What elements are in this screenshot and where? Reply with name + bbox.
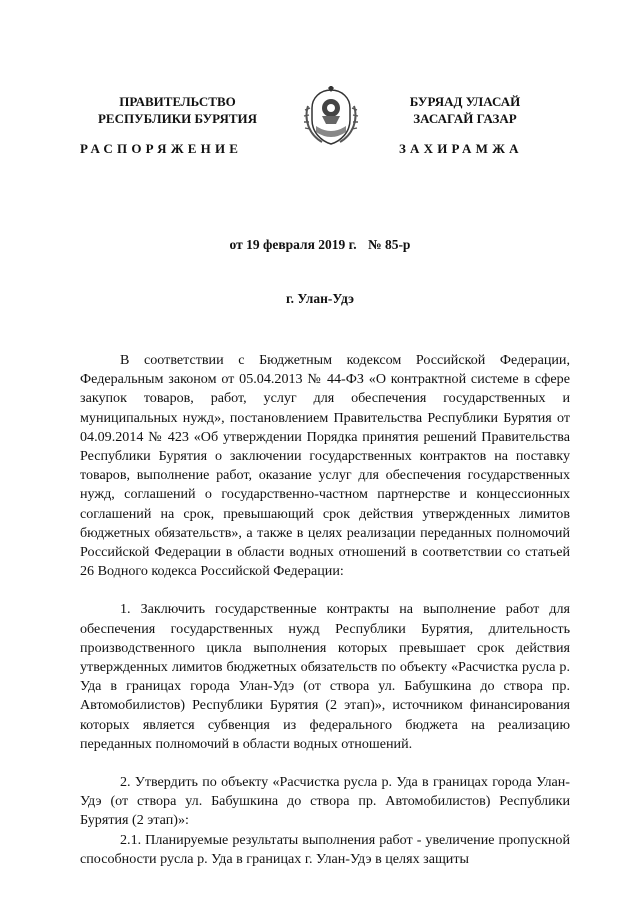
document-type-bur: ЗАХИРАМЖА: [399, 141, 523, 156]
document-date: от 19 февраля 2019 г.: [229, 237, 357, 252]
document-city: г. Улан-Удэ: [286, 291, 354, 306]
paragraph-item-1: 1. Заключить государственные контракты на выполнение работ для обеспечения государственных нужд Республики Бурятия, длительность производственного цикла выполнения которых превышает срок действия утвержденных лимитов бюджетных обязательств по объекту «Расчистка русла р. Уда в границах города Улан-Удэ (от створа ул. Бабушкина до створа пр. Автомобилистов) Республики Бурятия (2 этап)», источником финансирования которых является субвенция из федерального бюджета на реализацию переданных полномочий в области водных отношений.: [80, 601, 570, 752]
document-body: [80, 351, 570, 869]
government-name-bur-line1: БУРЯАД УЛАСАЙ: [409, 94, 521, 109]
government-name-ru-line2: РЕСПУБЛИКИ БУРЯТИЯ: [97, 111, 258, 126]
paragraph-item-2: 2. Утвердить по объекту «Расчистка русла р. Уда в границах города Улан-Удэ (от створа ул. Бабушкина до створа пр. Автомобилистов) Республики Бурятия (2 этап)»:: [80, 774, 570, 829]
coat-of-arms-icon: [302, 86, 360, 148]
government-name-ru: [80, 93, 275, 127]
document-type-ru: РАСПОРЯЖЕНИЕ: [80, 141, 243, 156]
paragraph-item-2-1: 2.1. Планируемые результаты выполнения работ - увеличение пропускной способности русла р. Уда в границах г. Улан-Удэ в целях защиты: [80, 831, 570, 867]
government-name-bur-line2: ЗАСАГАЙ ГАЗАР: [413, 111, 517, 126]
document-number: № 85-р: [368, 237, 411, 252]
paragraph-preamble: В соответствии с Бюджетным кодексом Российской Федерации, Федеральным законом от 05.04.2013 № 44-ФЗ «О контрактной системе в сфере закупок товаров, работ, услуг для обеспечения государственных и муниципальных нужд», постановлением Правительства Республики Бурятия от 04.09.2014 № 423 «Об утверждении Порядка принятия решений Правительства Республики Бурятия о заключении государственных контрактов на поставку товаров, выполнение работ, оказание услуг для обеспечения государственных нужд, соглашений о государственно-частном партнерстве и концессионных соглашений на срок, превышающий срок действия утвержденных лимитов бюджетных обязательств», а также в целях реализации переданных полномочий Российской Федерации в области водных отношений в соответствии со статьей 26 Водного кодекса Российской Федерации:: [80, 352, 570, 580]
government-name-bur: [385, 93, 545, 127]
document-date-number: [0, 237, 640, 253]
government-name-ru-line1: ПРАВИТЕЛЬСТВО: [119, 94, 236, 109]
